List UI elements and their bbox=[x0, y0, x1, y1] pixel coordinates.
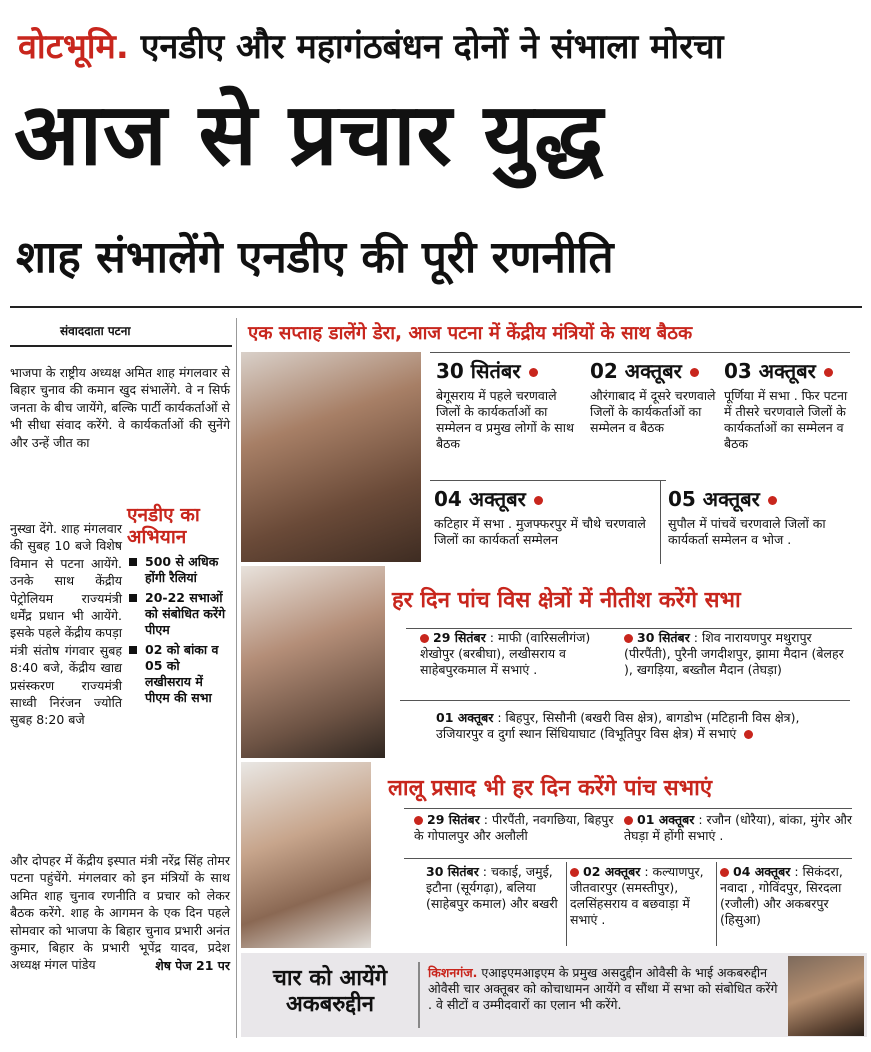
event-marker bbox=[420, 634, 429, 643]
event-marker bbox=[529, 368, 538, 377]
lalu-event bbox=[570, 864, 712, 928]
event-text: : पीरपैंती, नवगछिया, बिहपुर के गोपालपुर और अलौली bbox=[414, 812, 614, 843]
event-text: सुपौल में पांचवें चरणवाले जिलों का कार्यकर्ता सम्मेलन व भोज . bbox=[668, 516, 826, 547]
event-text: : रजौन (धोरैया), बांका, मुंगेर और तेघड़ा में होंगी सभाएं . bbox=[624, 812, 852, 843]
event-marker bbox=[624, 816, 633, 825]
shah-event bbox=[436, 360, 582, 452]
nitish-heading: हर दिन पांच विस क्षेत्रों में नीतीश करेंगे सभा bbox=[392, 588, 741, 613]
article-p1-wrap bbox=[10, 364, 230, 451]
event-marker bbox=[414, 816, 423, 825]
event-text: : चकाई, जमुई, इटौना (सूर्यगढ़ा), बलिया (साहेबपुर कमाल) और बखरी bbox=[426, 864, 558, 911]
nda-item: 20-22 सभाओं को संबोधित करेंगे पीएम bbox=[127, 590, 227, 638]
article-p2: नुस्खा देंगे. शाह मंगलवार की सुबह 10 बजे विशेष विमान से पटना आयेंगे. उनके साथ केंद्रीय पेट्रोलियम राज्यमंत्री धर्मेंद्र प्रधान भी आयेंगे. इसके पहले केंद्रीय कपड़ा मंत्री संतोष गंगवार सुबह 8:40 बजे, केंद्रीय खाद्य प्रसंस्करण राज्यमंत्री साध्वी निरंजन ज्योति सुबह 8:20 बजे bbox=[10, 521, 122, 728]
event-date: 04 अक्तूबर bbox=[434, 487, 526, 511]
lalu-event bbox=[720, 864, 860, 928]
akbaruddin-owaisi-photo bbox=[788, 956, 864, 1036]
subheadline: शाह संभालेंगे एनडीए की पूरी रणनीति bbox=[16, 232, 614, 283]
article-p3: और दोपहर में केंद्रीय इस्पात मंत्री नरेंद्र सिंह तोमर पटना पहुंचेंगे. मंगलवार को इन मंत्रियों के साथ अमित शाह चुनाव रणनीति व प्रचार को लेकर बैठक करेंगे. शाह के आगमन के एक दिन पहले सोमवार को भाजपा के बिहार चुनाव प्रभारी अनंत कुमार, बिहार के प्रभारी भूपेंद्र यादव, प्रदेश अध्यक्ष मंगल पांडेय bbox=[10, 853, 230, 973]
header-divider bbox=[10, 306, 862, 308]
event-date: 01 अक्तूबर bbox=[436, 710, 494, 725]
lalu-heading: लालू प्रसाद भी हर दिन करेंगे पांच सभाएं bbox=[388, 776, 712, 801]
article-p1: भाजपा के राष्ट्रीय अध्यक्ष अमित शाह मंगलवार से बिहार चुनाव की कमान खुद संभालेंगे. वे न सिर्फ जनता के बीच जायेंगे, बल्कि पार्टी कार्यकर्ताओं से भी सीधा संवाद करेंगे. वे कार्यकर्ताओं की सुनेंगे और उन्हें जीत का bbox=[10, 365, 230, 450]
event-marker bbox=[720, 868, 729, 877]
kicker bbox=[18, 22, 724, 68]
event-text: : सिकंदरा, नवादा , गोविंदपुर, सिरदला (रजौली) और अकबरपुर (हिसुआ) bbox=[720, 864, 843, 927]
kicker-text: एनडीए और महागंठबंधन दोनों ने संभाला मोरचा bbox=[140, 27, 724, 67]
event-date: 30 सितंबर bbox=[426, 864, 479, 879]
article-p3-wrap bbox=[10, 852, 230, 974]
event-date: 29 सितंबर bbox=[433, 630, 486, 645]
amit-shah-photo bbox=[241, 352, 421, 562]
byline-rule bbox=[10, 345, 232, 347]
shah-heading: एक सप्ताह डालेंगे डेरा, आज पटना में केंद्रीय मंत्रियों के साथ बैठक bbox=[248, 323, 693, 344]
event-date: 30 सितंबर bbox=[436, 359, 521, 383]
event-date: 30 सितंबर bbox=[637, 630, 690, 645]
event-marker bbox=[534, 496, 543, 505]
byline: संवाददाता पटना bbox=[60, 324, 131, 338]
nitish-event bbox=[420, 630, 620, 678]
article-continued: शेष पेज 21 पर bbox=[155, 957, 230, 973]
event-marker bbox=[824, 368, 833, 377]
event-text: औरंगाबाद में दूसरे चरणवाले जिलों के कार्यकर्ताओं का सम्मेलन व बैठक bbox=[590, 388, 716, 435]
owaisi-title: चार को आयेंगे अकबरुद्दीन bbox=[272, 966, 388, 1017]
event-text: : बिहपुर, सिसौनी (बखरी विस क्षेत्र), बागडोभ (मटिहानी विस क्षेत्र), उजियारपुर व दुर्गा स्थान सिंधियाघाट (विभूतिपुर विस क्षेत्र) में सभाएं bbox=[436, 710, 800, 741]
event-date: 05 अक्तूबर bbox=[668, 487, 760, 511]
event-marker bbox=[570, 868, 579, 877]
article-p2-wrap bbox=[10, 520, 122, 729]
lalu-event bbox=[414, 812, 614, 844]
event-date: 29 सितंबर bbox=[427, 812, 480, 827]
event-date: 01 अक्तूबर bbox=[637, 812, 695, 827]
event-text: : शिव नारायणपुर मथुरापुर (पीरपैंती), पुरैनी जगदीशपुर, झामा मैदान (बेलहर ), खगड़िया, बख्तौल मैदान (तेघड़ा) bbox=[624, 630, 844, 677]
owaisi-divider bbox=[418, 962, 420, 1028]
kicker-label: वोटभूमि. bbox=[18, 27, 129, 67]
shah-event bbox=[434, 488, 654, 548]
shah-event bbox=[590, 360, 716, 436]
event-date: 04 अक्तूबर bbox=[733, 864, 791, 879]
nda-campaign-title: एनडीए का अभियान bbox=[127, 504, 200, 548]
lalu-event bbox=[426, 864, 564, 912]
event-text: कटिहार में सभा . मुजफ्फरपुर में चौथे चरणवाले जिलों का कार्यकर्ता सम्मेलन bbox=[434, 516, 646, 547]
event-date: 02 अक्तूबर bbox=[590, 359, 682, 383]
lalu-event bbox=[624, 812, 856, 844]
column-divider bbox=[236, 318, 237, 1038]
event-marker bbox=[624, 634, 633, 643]
nitish-kumar-photo bbox=[241, 566, 385, 758]
event-date: 02 अक्तूबर bbox=[583, 864, 641, 879]
shah-event bbox=[668, 488, 858, 548]
event-marker bbox=[690, 368, 699, 377]
shah-event bbox=[724, 360, 856, 452]
nitish-event bbox=[624, 630, 856, 678]
nda-item: 500 से अधिक होंगी रैलियां bbox=[127, 554, 227, 586]
owaisi-story bbox=[428, 965, 784, 1013]
event-date: 03 अक्तूबर bbox=[724, 359, 816, 383]
headline: आज से प्रचार युद्ध bbox=[14, 85, 605, 185]
owaisi-text: एआइएमआइएम के प्रमुख असदुद्दीन ओवैसी के भाई अकबरुद्दीन ओवैसी चार अक्तूबर को कोचाधामन आयेंगे व सौंथा में सभा को संबोधित करेंगे . वे सीटों व उम्मीदवारों का एलान भी करेंगे. bbox=[428, 965, 778, 1012]
nda-item: 02 को बांका व 05 को लखीसराय में पीएम की सभा bbox=[127, 642, 227, 706]
lalu-prasad-photo bbox=[241, 762, 371, 948]
event-text: : माफी (वारिसलीगंज) शेखोपुर (बरबीघा), लखीसराय व साहेबपुरकमाल में सभाएं . bbox=[420, 630, 591, 677]
event-marker bbox=[744, 730, 753, 739]
event-text: पूर्णिया में सभा . फिर पटना में तीसरे चरणवाले जिलों के कार्यकर्ताओं का सम्मेलन व बैठक bbox=[724, 388, 848, 451]
event-text: : कल्याणपुर, जीतवारपुर (समस्तीपुर), दलसिंहसराय व बछवाड़ा में सभाएं . bbox=[570, 864, 704, 927]
nitish-event bbox=[436, 710, 846, 742]
nda-campaign-box bbox=[127, 504, 227, 710]
event-marker bbox=[768, 496, 777, 505]
owaisi-place: किशनगंज. bbox=[428, 965, 478, 980]
event-text: बेगूसराय में पहले चरणवाले जिलों के कार्यकर्ताओं का सम्मेलन व प्रमुख लोगों के साथ बैठक bbox=[436, 388, 574, 451]
